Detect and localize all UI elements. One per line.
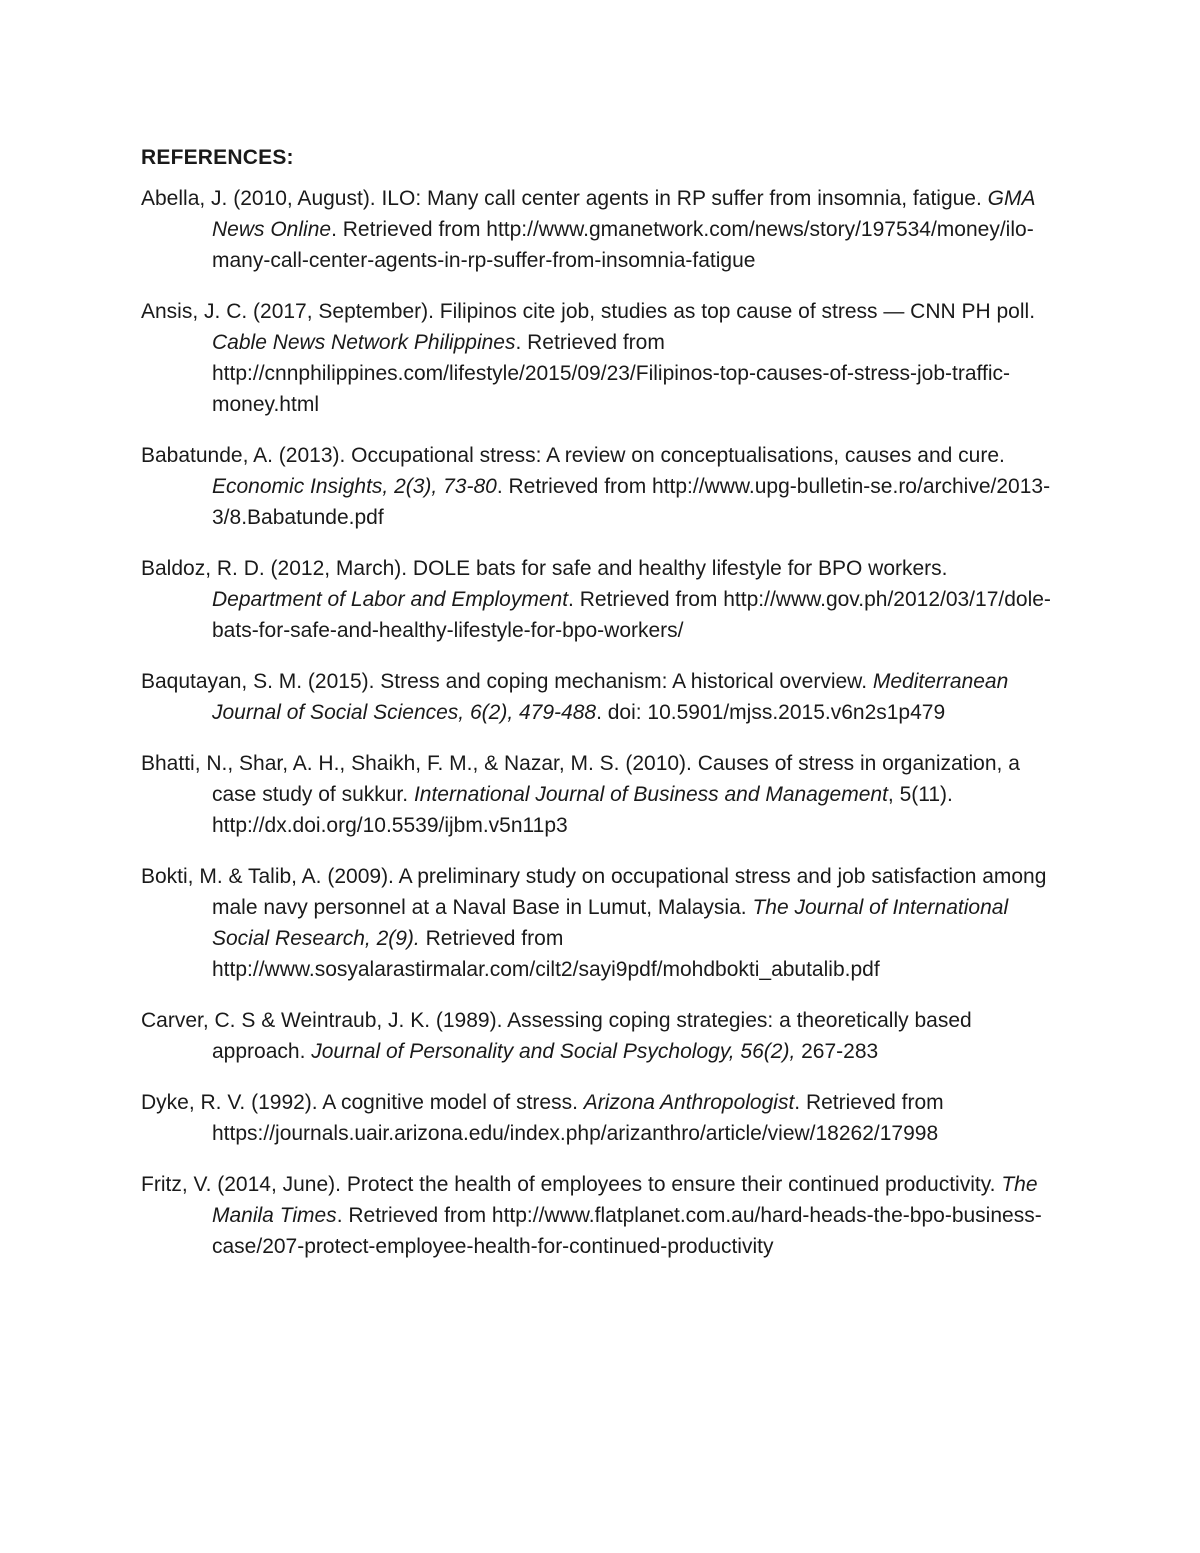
reference-text: . Retrieved from http://www.gov.ph/2012/03/17/dole-bats-for-safe-and-healthy-lifestyle-for-bpo-workers/ <box>212 588 1051 642</box>
reference-text: Abella, J. (2010, August). ILO: Many call center agents in RP suffer from insomnia, fatigue. <box>141 187 988 210</box>
reference-source-title: Arizona Anthropologist <box>583 1091 795 1114</box>
reference-text: Bhatti, N., Shar, A. H., Shaikh, F. M., & Nazar, M. S. (2010). Causes of stress in organization, a case study of sukkur. <box>141 752 1020 806</box>
reference-source-title: Cable News Network Philippines <box>212 331 516 354</box>
reference-entry <box>141 1087 1060 1149</box>
reference-source-title: Journal of Personality and Social Psychology, 56(2), <box>311 1040 796 1063</box>
reference-entry <box>141 553 1060 646</box>
reference-text: Fritz, V. (2014, June). Protect the health of employees to ensure their continued productivity. <box>141 1173 1002 1196</box>
reference-entry <box>141 861 1060 985</box>
reference-text: Dyke, R. V. (1992). A cognitive model of stress. <box>141 1091 584 1114</box>
reference-text: . Retrieved from http://www.gmanetwork.com/news/story/197534/money/ilo-many-call-center-agents-in-rp-suffer-from-insomnia-fatigue <box>212 218 1034 272</box>
reference-entry <box>141 748 1060 841</box>
reference-text: Baldoz, R. D. (2012, March). DOLE bats for safe and healthy lifestyle for BPO workers. <box>141 557 948 580</box>
reference-source-title: Mediterranean Journal of Social Sciences, 6(2), 479-488 <box>212 670 1009 724</box>
reference-entry <box>141 1005 1060 1067</box>
reference-source-title: International Journal of Business and Management <box>413 783 888 806</box>
reference-entry <box>141 440 1060 533</box>
reference-entry <box>141 666 1060 728</box>
reference-text: Ansis, J. C. (2017, September). Filipinos cite job, studies as top cause of stress — CNN PH poll. <box>141 300 1036 323</box>
reference-text: Bokti, M. & Talib, A. (2009). A preliminary study on occupational stress and job satisfaction among male navy personnel at a Naval Base in Lumut, Malaysia. <box>141 865 1047 919</box>
reference-text: . doi: 10.5901/mjss.2015.v6n2s1p479 <box>596 701 946 724</box>
reference-text: . Retrieved from http://www.flatplanet.com.au/hard-heads-the-bpo-business-case/207-protect-employee-health-for-continued-productivity <box>212 1204 1042 1258</box>
reference-text: Carver, C. S & Weintraub, J. K. (1989). Assessing coping strategies: a theoretically based approach. <box>141 1009 972 1063</box>
reference-list <box>141 183 1060 1262</box>
reference-source-title: Department of Labor and Employment <box>212 588 569 611</box>
reference-entry <box>141 296 1060 420</box>
reference-source-title: GMA News Online <box>212 187 1035 241</box>
references-heading: REFERENCES: <box>141 146 294 169</box>
reference-text: , 5(11). http://dx.doi.org/10.5539/ijbm.v5n11p3 <box>212 783 953 837</box>
reference-text: . Retrieved from https://journals.uair.arizona.edu/index.php/arizanthro/article/view/18262/17998 <box>212 1091 944 1145</box>
reference-text: Retrieved from http://www.sosyalarastirmalar.com/cilt2/sayi9pdf/mohdbokti_abutalib.pdf <box>212 927 880 981</box>
reference-source-title: Economic Insights, 2(3), 73-80 <box>212 475 497 498</box>
reference-source-title: The Manila Times <box>212 1173 1038 1227</box>
reference-source-title: The Journal of International Social Research, 2(9). <box>212 896 1009 950</box>
reference-text: . Retrieved from http://cnnphilippines.com/lifestyle/2015/09/23/Filipinos-top-causes-of-stress-job-traffic-money.html <box>212 331 1010 416</box>
reference-text: 267-283 <box>795 1040 879 1063</box>
reference-entry <box>141 183 1060 276</box>
reference-text: Babatunde, A. (2013). Occupational stress: A review on conceptualisations, causes and cure. <box>141 444 1005 467</box>
reference-entry <box>141 1169 1060 1262</box>
reference-text: . Retrieved from http://www.upg-bulletin-se.ro/archive/2013-3/8.Babatunde.pdf <box>212 475 1051 529</box>
reference-text: Baqutayan, S. M. (2015). Stress and coping mechanism: A historical overview. <box>141 670 873 693</box>
